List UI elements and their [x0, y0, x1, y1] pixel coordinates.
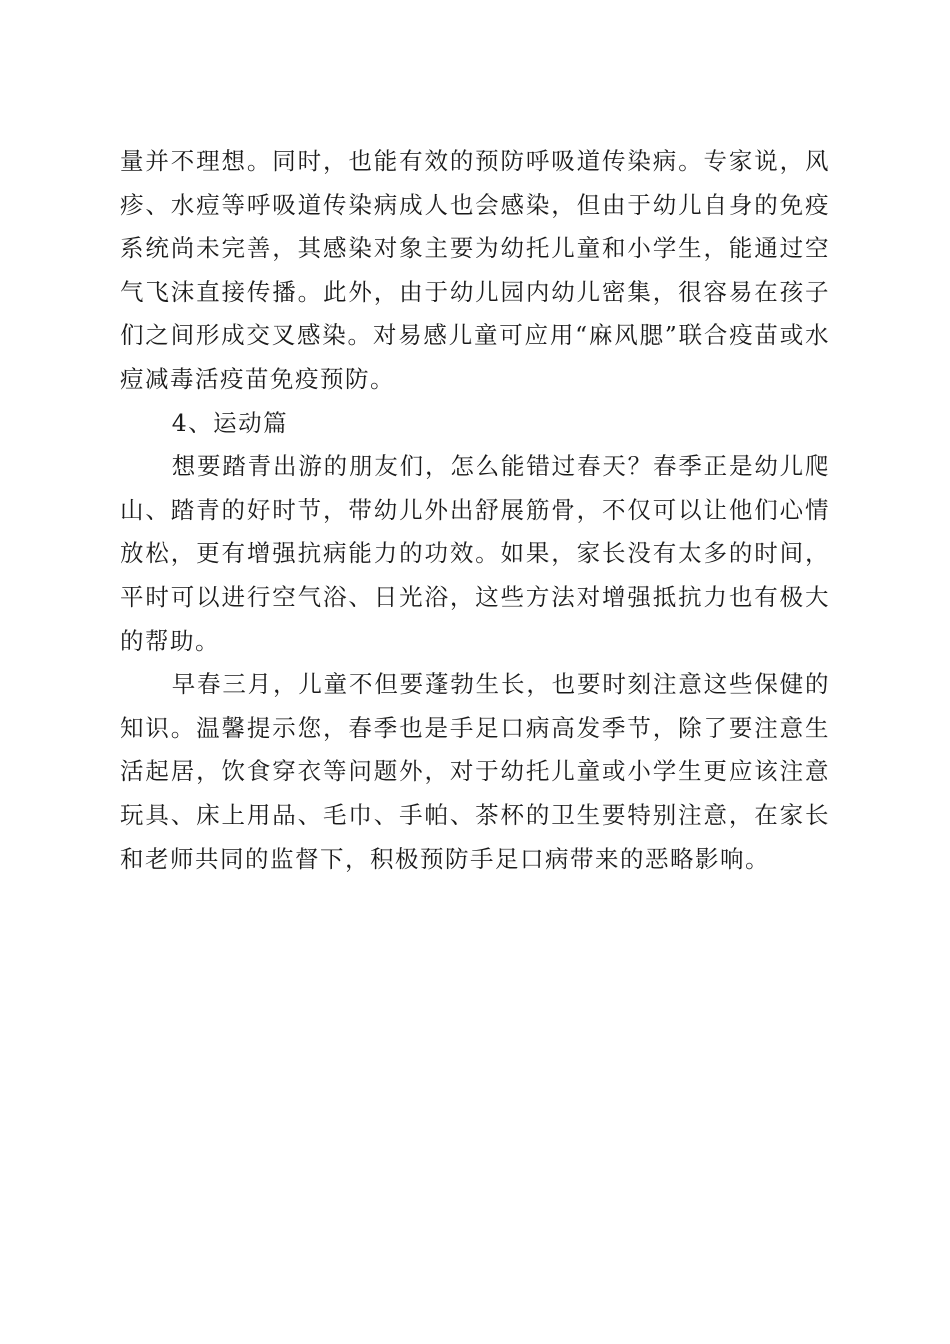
paragraph-continuation: 量并不理想。同时，也能有效的预防呼吸道传染病。专家说，风疹、水痘等呼吸道传染病成人也会感染，但由于幼儿自身的免疫系统尚未完善，其感染对象主要为幼托儿童和小学生，能通过空气飞沫直接传播。此外，由于幼儿园内幼儿密集，很容易在孩子们之间形成交叉感染。对易感儿童可应用“麻风腮”联合疫苗或水痘减毒活疫苗免疫预防。 [120, 147, 830, 393]
paragraph-health-tips: 早春三月，儿童不但要蓬勃生长，也要时刻注意这些保健的知识。温馨提示您，春季也是手足口病高发季节，除了要注意生活起居，饮食穿衣等问题外，对于幼托儿童或小学生更应该注意玩具、床上用品、毛巾、手帕、茶杯的卫生要特别注意，在家长和老师共同的监督下，积极预防手足口病带来的恶略影响。 [120, 670, 830, 873]
paragraph-outdoor-activity: 想要踏青出游的朋友们，怎么能错过春天？春季正是幼儿爬山、踏青的好时节，带幼儿外出舒展筋骨，不仅可以让他们心情放松，更有增强抗病能力的功效。如果，家长没有太多的时间，平时可以进行空气浴、日光浴，这些方法对增强抵抗力也有极大的帮助。 [120, 452, 830, 655]
document-body [120, 140, 830, 881]
section-heading-exercise: 4、运动篇 [171, 408, 289, 437]
